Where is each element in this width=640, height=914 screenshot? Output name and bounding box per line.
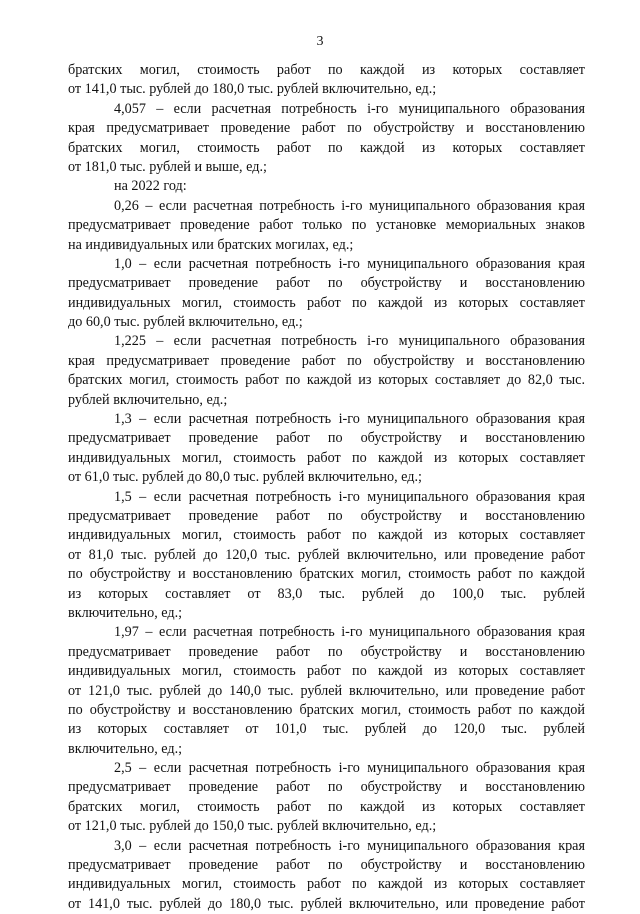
text-line: от 181,0 тыс. рублей и выше, ед.; — [68, 158, 267, 175]
text-line: братских могил, стоимость работ по каждой из которых составляет до 82,0 тыс. — [68, 372, 585, 389]
text-line: 1,0 – если расчетная потребность i-го муниципального образования края — [114, 255, 585, 272]
text-line: предусматривает проведение работ по обустройству и восстановлению — [68, 643, 585, 660]
text-line: включительно, ед.; — [68, 604, 183, 621]
text-line: индивидуальных могил, стоимость работ по каждой из которых составляет — [68, 663, 585, 680]
text-line: индивидуальных могил, стоимость работ по каждой из которых составляет — [68, 876, 585, 893]
text-line: до 60,0 тыс. рублей включительно, ед.; — [68, 314, 303, 331]
text-line: 1,5 – если расчетная потребность i-го муниципального образования края — [114, 488, 585, 505]
text-line: от 141,0 тыс. рублей до 180,0 тыс. рублей включительно, ед.; — [68, 81, 437, 98]
document-body — [68, 61, 585, 914]
text-line: братских могил, стоимость работ по каждой из которых составляет — [68, 62, 585, 78]
text-line: края предусматривает проведение работ по обустройству и восстановлению — [68, 352, 585, 369]
page-number: 3 — [316, 34, 324, 49]
text-line: рублей включительно, ед.; — [68, 391, 228, 408]
text-line: 3,0 – если расчетная потребность i-го муниципального образования края — [114, 837, 585, 854]
text-line: 0,26 – если расчетная потребность i-го муниципального образования края — [114, 197, 585, 214]
text-line: от 81,0 тыс. рублей до 120,0 тыс. рублей включительно, или проведение работ — [68, 546, 585, 563]
text-line: по обустройству и восстановлению братских могил, стоимость работ по каждой — [68, 701, 585, 718]
text-line: братских могил, стоимость работ по каждой из которых составляет — [68, 798, 585, 815]
text-line: на индивидуальных или братских могилах, ед.; — [68, 236, 354, 253]
text-line: от 141,0 тыс. рублей до 180,0 тыс. рублей включительно, или проведение работ — [68, 895, 585, 912]
text-line: от 61,0 тыс. рублей до 80,0 тыс. рублей включительно, ед.; — [68, 469, 422, 486]
text-line: 2,5 – если расчетная потребность i-го муниципального образования края — [114, 760, 585, 777]
text-line: предусматривает проведение работ по обустройству и восстановлению — [68, 507, 585, 524]
text-line: 1,97 – если расчетная потребность i-го муниципального образования края — [114, 624, 585, 641]
text-line: края предусматривает проведение работ по обустройству и восстановлению — [68, 120, 585, 137]
text-line: от 121,0 тыс. рублей до 150,0 тыс. рублей включительно, ед.; — [68, 818, 437, 835]
text-line: из которых составляет от 101,0 тыс. рублей до 120,0 тыс. рублей — [68, 721, 585, 738]
text-line: индивидуальных могил, стоимость работ по каждой из которых составляет — [68, 449, 585, 466]
text-line: по обустройству и восстановлению братских могил, стоимость работ по каждой — [68, 566, 585, 583]
text-line: 4,057 – если расчетная потребность i-го муниципального образования — [114, 100, 585, 117]
text-line: от 121,0 тыс. рублей до 140,0 тыс. рублей включительно, или проведение работ — [68, 682, 585, 699]
text-line: включительно, ед.; — [68, 740, 183, 757]
text-line: из которых составляет от 83,0 тыс. рублей до 100,0 тыс. рублей — [68, 585, 585, 602]
text-line: индивидуальных могил, стоимость работ по каждой из которых составляет — [68, 294, 585, 311]
text-line: 1,225 – если расчетная потребность i-го муниципального образования — [114, 333, 585, 350]
text-line: на 2022 год: — [114, 178, 187, 195]
text-line: индивидуальных могил, стоимость работ по каждой из которых составляет — [68, 527, 585, 544]
text-line: предусматривает проведение работ по обустройству и восстановлению — [68, 275, 585, 292]
text-line: предусматривает проведение работ по обустройству и восстановлению — [68, 857, 585, 874]
text-line: предусматривает проведение работ только по установке мемориальных знаков — [68, 217, 585, 234]
text-line: 1,3 – если расчетная потребность i-го муниципального образования края — [114, 411, 585, 428]
text-line: предусматривает проведение работ по обустройству и восстановлению — [68, 779, 585, 796]
text-line: братских могил, стоимость работ по каждой из которых составляет — [68, 139, 585, 156]
text-line: предусматривает проведение работ по обустройству и восстановлению — [68, 430, 585, 447]
